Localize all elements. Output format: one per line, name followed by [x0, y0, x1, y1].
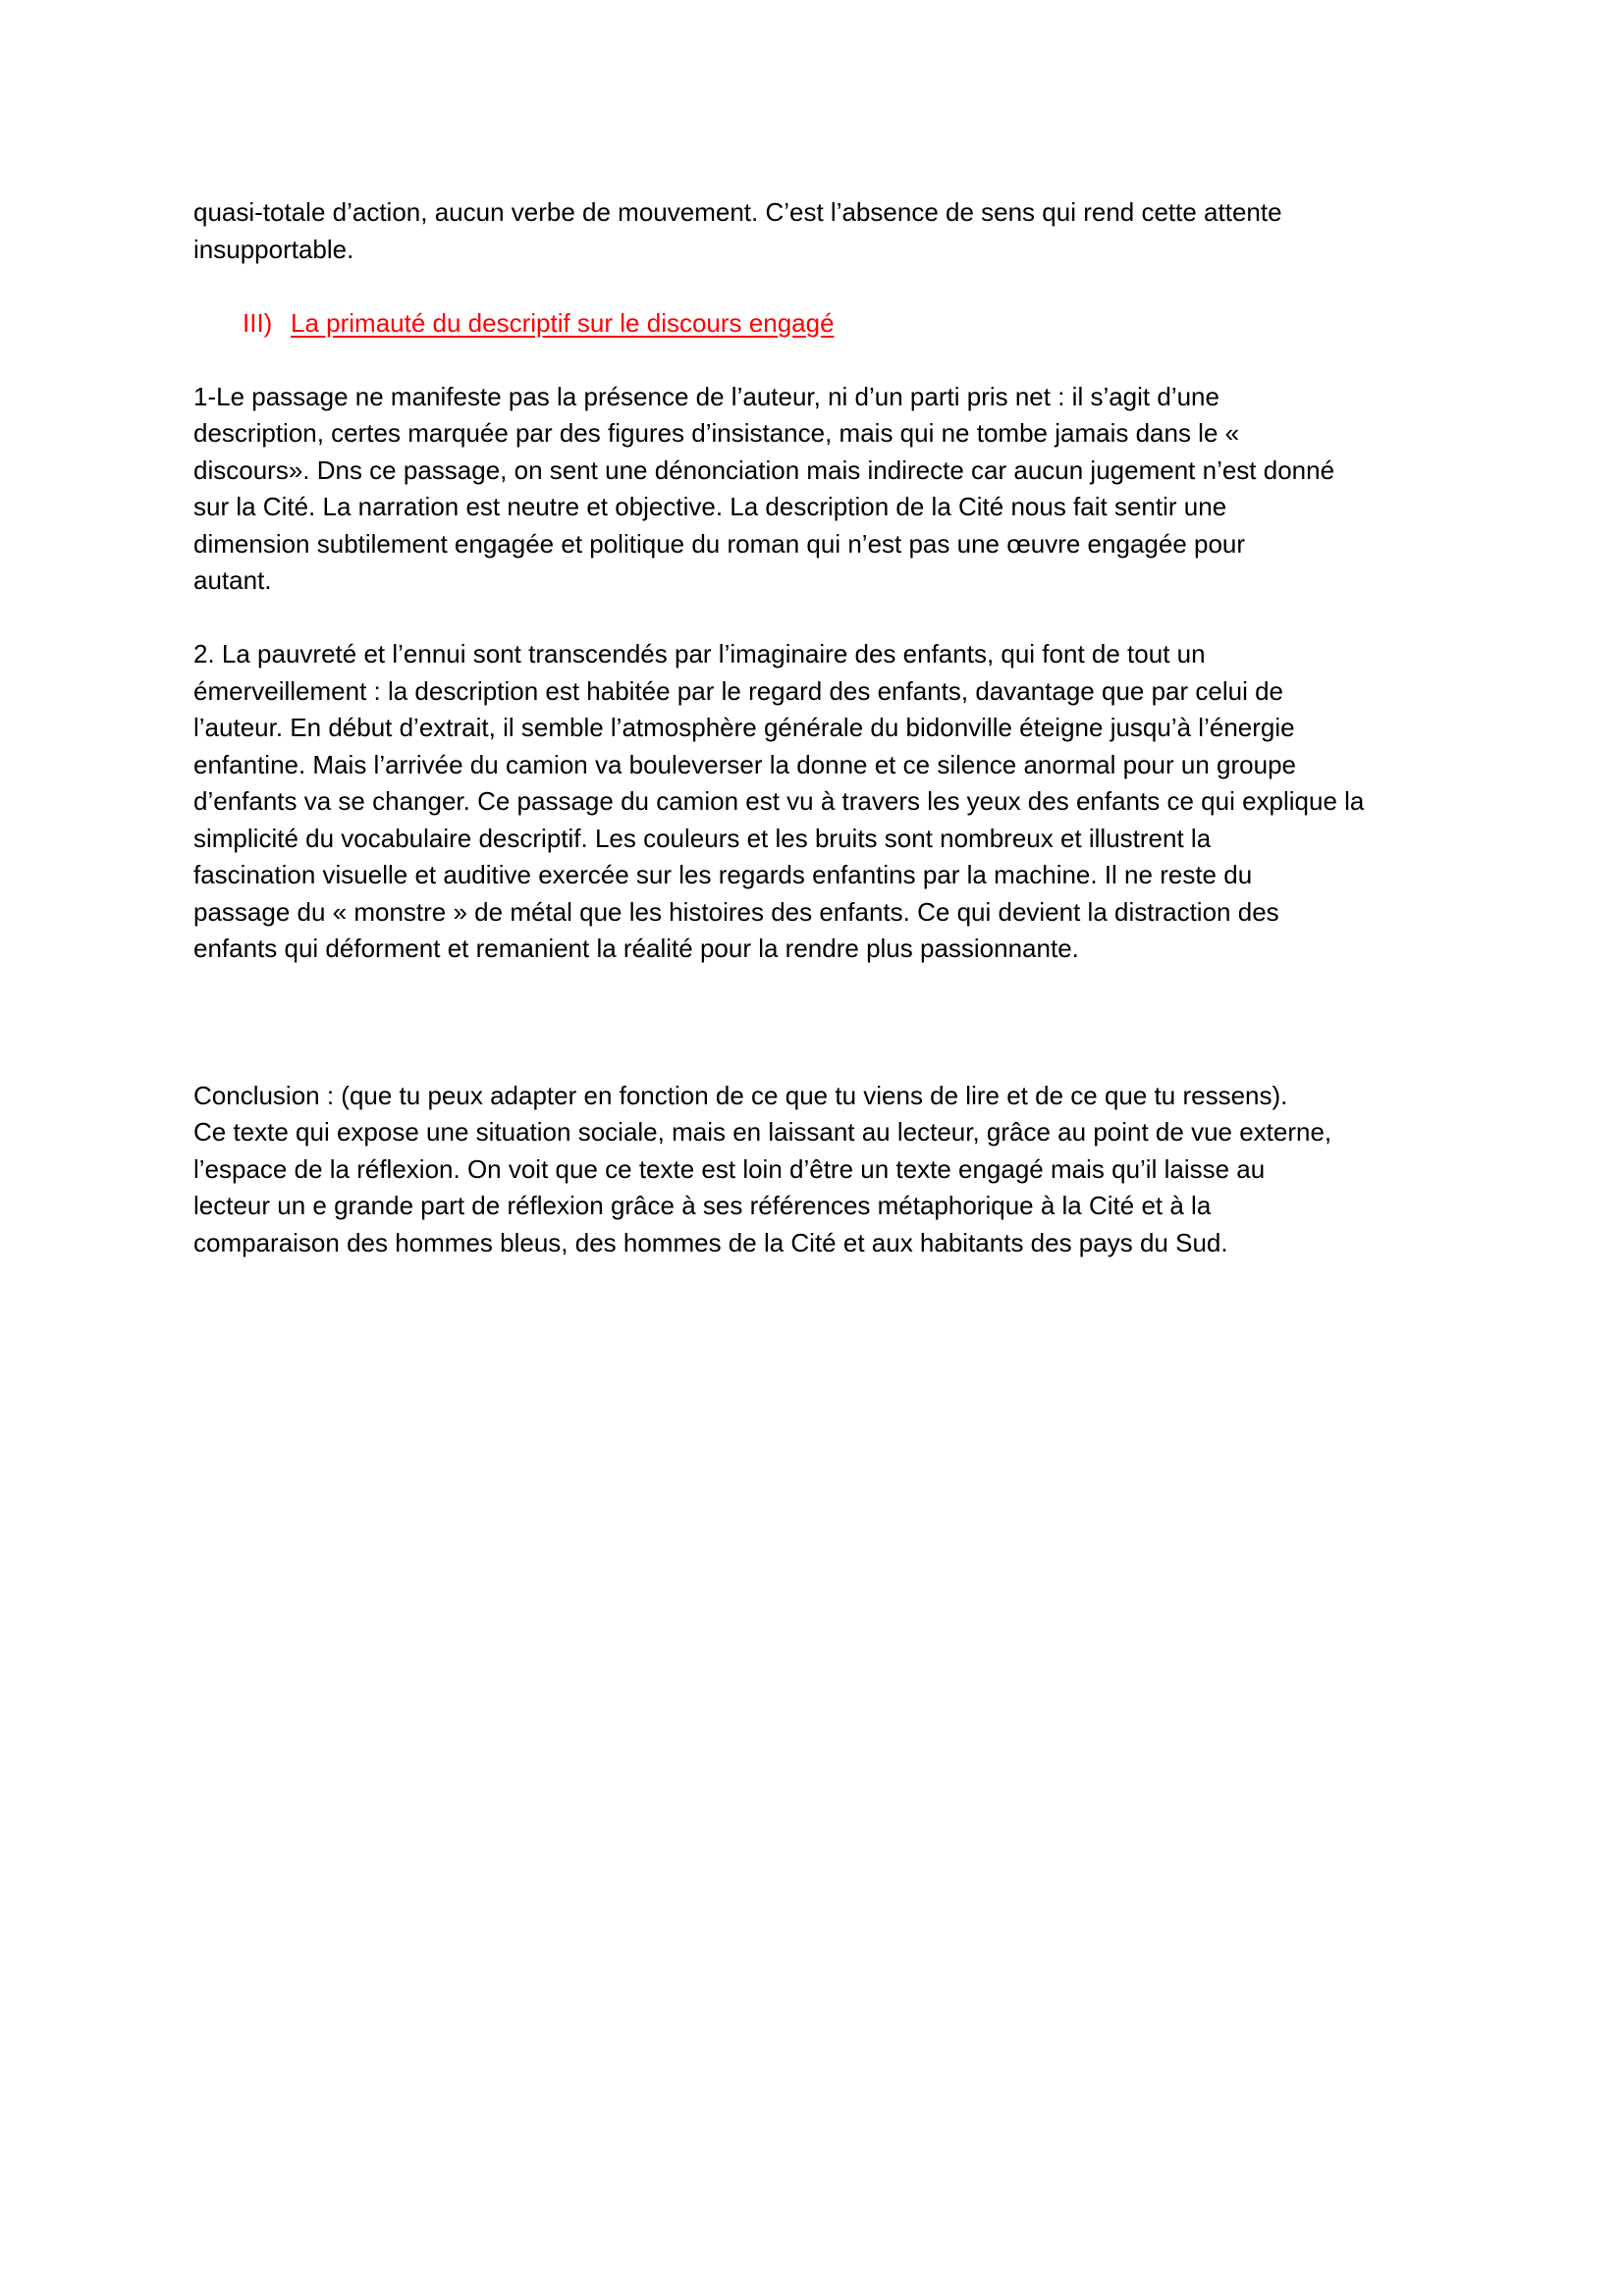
text-line: sur la Cité. La narration est neutre et objective. La description de la Cité nous fait sentir une — [193, 492, 1227, 521]
text-line: l’auteur. En début d’extrait, il semble l’atmosphère générale du bidonville éteigne jusqu’à l’énergie — [193, 713, 1295, 742]
document-body — [193, 194, 1460, 1261]
paragraph-spacer — [193, 342, 1460, 379]
text-line: 1-Le passage ne manifeste pas la présence de l’auteur, ni d’un parti pris net : il s’agit d’une — [193, 381, 1219, 411]
paragraph-spacer — [193, 968, 1460, 1078]
text-line: enfantine. Mais l’arrivée du camion va bouleverser la donne et ce silence anormal pour un groupe — [193, 749, 1296, 779]
text-line: discours». Dns ce passage, on sent une dénonciation mais indirecte car aucun jugement n’est donné — [193, 454, 1335, 485]
text-line: enfants qui déforment et remanient la réalité pour la rendre plus passionnante. — [193, 934, 1079, 963]
text-line: émerveillement : la description est habitée par le regard des enfants, davantage que par celui de — [193, 675, 1284, 706]
section-heading — [243, 305, 1460, 343]
paragraph-spacer — [193, 600, 1460, 637]
text-line: 2. La pauvreté et l’ennui sont transcendés par l’imaginaire des enfants, qui font de tout un — [193, 639, 1206, 668]
section-number: III) — [243, 307, 273, 338]
text-line: d’enfants va se changer. Ce passage du camion est vu à travers les yeux des enfants ce qui explique la — [193, 786, 1365, 816]
section-title: La primauté du descriptif sur le discours engagé — [291, 307, 835, 338]
text-line: insupportable. — [193, 234, 354, 264]
text-line: quasi-totale d’action, aucun verbe de mouvement. C’est l’absence de sens qui rend cette attente — [193, 197, 1282, 227]
text-line: lecteur un e grande part de réflexion grâce à ses références métaphorique à la Cité et à la — [193, 1191, 1212, 1220]
text-line: comparaison des hommes bleus, des hommes de la Cité et aux habitants des pays du Sud. — [193, 1227, 1228, 1257]
text-line: dimension subtilement engagée et politique du roman qui n’est pas une œuvre engagée pour — [193, 528, 1246, 559]
text-line: autant. — [193, 565, 272, 595]
text-line: fascination visuelle et auditive exercée sur les regards enfantins par la machine. Il ne reste du — [193, 860, 1253, 889]
text-line: simplicité du vocabulaire descriptif. Les couleurs et les bruits sont nombreux et illustrent la — [193, 823, 1212, 853]
text-line: Ce texte qui expose une situation sociale, mais en laissant au lecteur, grâce au point de vue externe, — [193, 1117, 1332, 1147]
conclusion-paragraph — [193, 1078, 1460, 1262]
text-line: Conclusion : (que tu peux adapter en fonction de ce que tu viens de lire et de ce que tu ressens). — [193, 1080, 1288, 1110]
text-line: description, certes marquée par des figures d’insistance, mais qui ne tombe jamais dans le « — [193, 418, 1240, 448]
paragraph-1 — [193, 379, 1460, 600]
paragraph-spacer — [193, 268, 1460, 305]
paragraph-2 — [193, 636, 1460, 968]
text-line: l’espace de la réflexion. On voit que ce texte est loin d’être un texte engagé mais qu’il laisse au — [193, 1153, 1266, 1184]
intro-paragraph — [193, 194, 1460, 268]
text-line: passage du « monstre » de métal que les histoires des enfants. Ce qui devient la distraction des — [193, 896, 1279, 927]
